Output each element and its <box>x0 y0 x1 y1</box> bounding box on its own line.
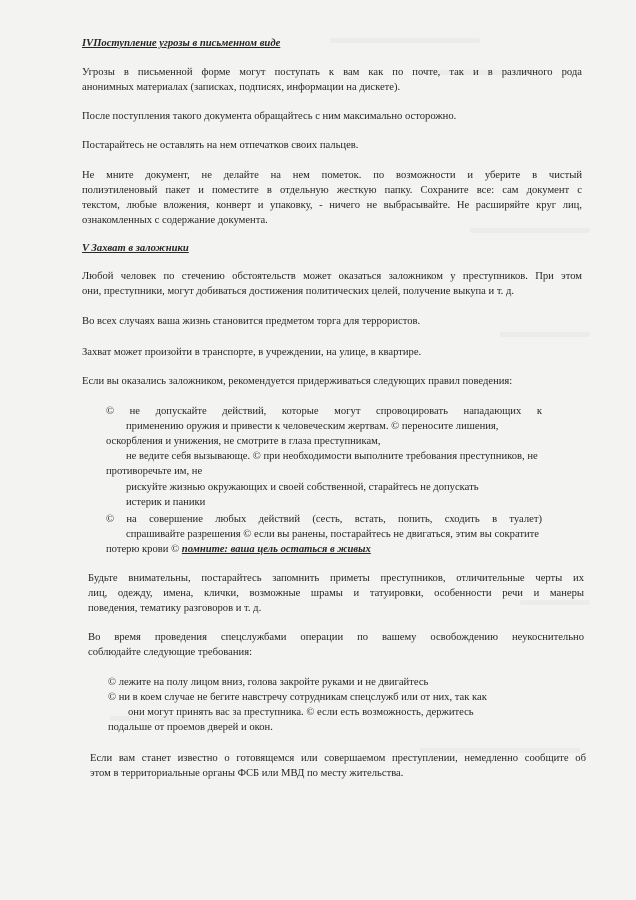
requirement-line: © ни в коем случае не бегите навстречу сотрудникам спецслужб или от них, так как <box>108 692 487 703</box>
paragraph: Захват может произойти в транспорте, в учреждении, на улице, в квартире. <box>82 347 422 358</box>
paragraph-line: поведения, тематику разговоров и т. д. <box>88 603 262 614</box>
rule-line: спрашивайте разрешения © если вы ранены, постарайтесь не двигаться, этим вы сократите <box>126 529 539 540</box>
rule-line: применению оружия и привести к человеческим жертвам. © переносите лишения, <box>126 421 499 432</box>
rule-line: не ведите себя вызывающе. © при необходимости выполните требования преступников, не <box>126 451 538 462</box>
paragraph-line: этом в территориальные органы ФСБ или МВД по месту жительства. <box>90 768 404 779</box>
paragraph-line: Угрозы в письменной форме могут поступать к вам как по почте, так и в различного рода <box>82 67 582 78</box>
paragraph-line: Во время проведения спецслужбами операции по вашему освобождению неукоснительно <box>88 632 584 643</box>
rule-line: оскорбления и унижения, не смотрите в глаза преступникам, <box>106 436 381 447</box>
requirement-line: © лежите на полу лицом вниз, голова закройте руками и не двигайтесь <box>108 677 429 688</box>
paragraph-line: соблюдайте следующие требования: <box>88 647 253 658</box>
paragraph: Во всех случаях ваша жизнь становится предметом торга для террористов. <box>82 316 421 327</box>
paragraph-line: Будьте внимательны, постарайтесь запомнить приметы преступников, отличительные черты их <box>88 573 584 584</box>
paragraph-line: Если вам станет известно о готовящемся или совершаемом преступлении, немедленно сообщите об <box>90 753 586 764</box>
paragraph-line: анонимных материалах (записках, подписях, информации на дискете). <box>82 82 401 93</box>
rule-line: © не допускайте действий, которые могут спровоцировать нападающих к <box>106 406 542 417</box>
requirement-line: подальше от проемов дверей и окон. <box>108 722 273 733</box>
paragraph-line: Не мните документ, не делайте на нем пометок. по возможности и уберите в чистый <box>82 170 582 181</box>
bleed-through-mark <box>470 228 590 233</box>
paragraph: После поступления такого документа обращайтесь с ним максимально осторожно. <box>82 111 457 122</box>
bleed-through-mark <box>330 38 480 43</box>
bleed-through-mark <box>500 332 590 337</box>
paragraph-line: ознакомленных с содержание документа. <box>82 215 268 226</box>
rule-text: потерю крови © <box>106 544 180 555</box>
paragraph: Если вы оказались заложником, рекомендуется придерживаться следующих правил поведения: <box>82 376 513 387</box>
paragraph-line: Любой человек по стечению обстоятельств может оказаться заложником у преступников. При этом <box>82 271 582 282</box>
rule-line: © на совершение любых действий (сесть, встать, попить, сходить в туалет) <box>106 514 542 525</box>
rule-line: рискуйте жизнью окружающих и своей собственной, старайтесь не допускать <box>126 482 479 493</box>
paragraph-line: лиц, одежду, имена, клички, возможные шрамы и татуировки, особенности речи и манеры <box>88 588 584 599</box>
paragraph: Постарайтесь не оставлять на нем отпечатков своих пальцев. <box>82 140 359 151</box>
rule-line: истерик и паники <box>126 497 206 508</box>
section-4-heading: IVПоступление угрозы в письменном виде <box>82 38 281 49</box>
paragraph-line: полиэтиленовый пакет и поместите в отдельную жесткую папку. Сохраните все: сам документ с <box>82 185 582 196</box>
section-5-heading: V Захват в заложники <box>82 243 189 254</box>
paragraph-line: они, преступники, могут добиваться достижения политических целей, получение выкупа и т. д. <box>82 286 515 297</box>
emphasis-text: помните: ваша цель остаться в живых <box>181 544 371 555</box>
paragraph-line: текстом, любые вложения, конверт и упаковку, - ничего не выбрасывайте. Не расширяйте круг лиц, <box>82 200 582 211</box>
requirement-line: они могут принять вас за преступника. © если есть возможность, держитесь <box>128 707 474 718</box>
rule-line <box>106 543 371 557</box>
rule-line: противоречьте им, не <box>106 466 203 477</box>
